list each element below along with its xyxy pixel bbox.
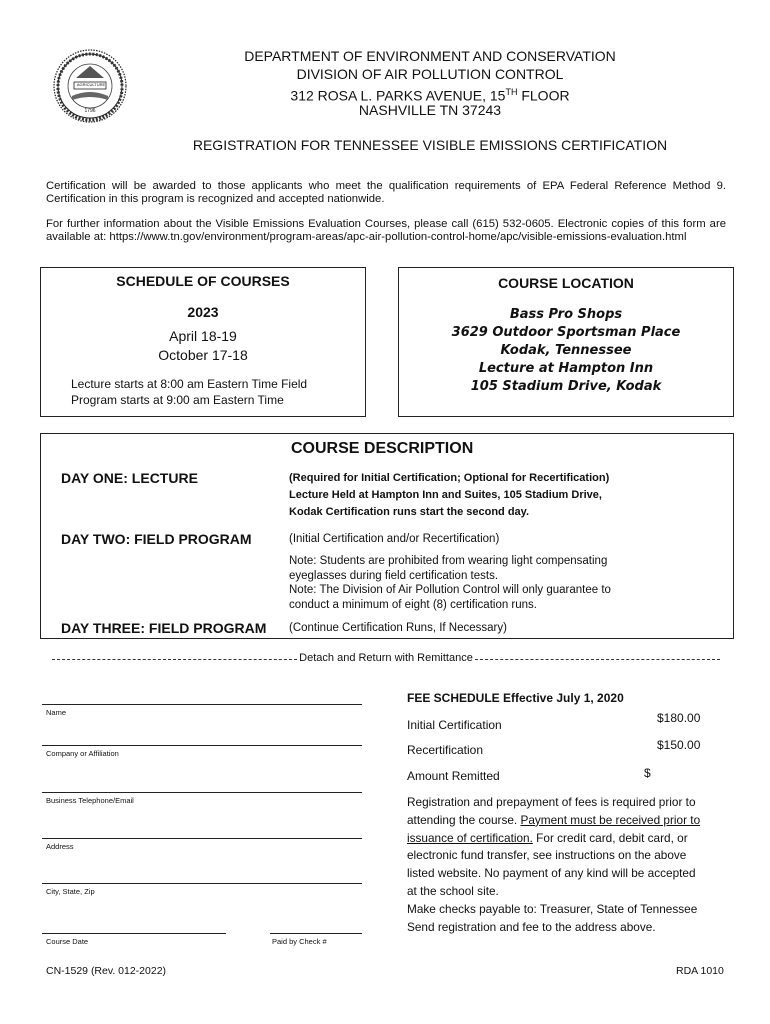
amount-remitted-value[interactable]: $ — [644, 766, 651, 780]
detach-divider — [52, 652, 720, 664]
day-one-line-2: Lecture Held at Hampton Inn and Suites, 105 Stadium Drive, — [289, 489, 602, 501]
schedule-year: 2023 — [187, 304, 219, 320]
state-seal — [52, 48, 128, 124]
day-two-label: DAY TWO: FIELD PROGRAM — [61, 531, 252, 547]
header-dept: DEPARTMENT OF ENVIRONMENT AND CONSERVATION — [244, 48, 616, 64]
notice-line-1: Registration and prepayment of fees is required prior to — [407, 795, 696, 809]
day-two-note-1: Note: Students are prohibited from wearing light compensating — [289, 555, 608, 567]
detach-text: Detach and Return with Remittance — [299, 652, 473, 664]
description-box — [40, 433, 734, 639]
schedule-heading: SCHEDULE OF COURSES — [116, 273, 290, 289]
description-heading: COURSE DESCRIPTION — [291, 440, 474, 457]
header-division: DIVISION OF AIR POLLUTION CONTROL — [296, 66, 564, 82]
address-field[interactable] — [42, 838, 362, 839]
rda-number: RDA 1010 — [676, 965, 724, 977]
notice-line-3a: issuance of certification. — [407, 830, 533, 845]
form-number: CN-1529 (Rev. 012-2022) — [46, 965, 167, 977]
fee-heading: FEE SCHEDULE Effective July 1, 2020 — [407, 691, 624, 705]
check-number-field[interactable] — [270, 933, 362, 934]
notice-line-7: Make checks payable to: Treasurer, State of Tennessee — [407, 901, 698, 916]
fee-initial-label: Initial Certification — [407, 718, 502, 732]
name-label: Name — [46, 708, 67, 717]
notice-line-3b: For credit card, debit card, or — [532, 830, 688, 845]
fee-recert-value: $150.00 — [657, 738, 701, 752]
phone-label: Business Telephone/Email — [46, 796, 134, 805]
notice-line-8: Send registration and fee to the address above. — [407, 919, 656, 934]
day-one-label: DAY ONE: LECTURE — [61, 470, 198, 486]
notice-line-3 — [407, 830, 727, 848]
notice-line-2 — [407, 812, 727, 830]
seal-agriculture-text: AGRICULTURE — [76, 82, 106, 87]
fee-recert-label: Recertification — [407, 743, 484, 757]
course-date-field[interactable] — [42, 933, 226, 934]
seal-year-text: 1796 — [84, 108, 96, 114]
notice-line-4: electronic fund transfer, see instructions on the above — [407, 848, 687, 863]
location-line-5: 105 Stadium Drive, Kodak — [470, 379, 662, 394]
course-date-label: Course Date — [46, 937, 89, 946]
location-line-4: Lecture at Hampton Inn — [478, 361, 654, 376]
company-field[interactable] — [42, 745, 362, 746]
day-two-note-2: eyeglasses during field certification tests. — [289, 570, 499, 582]
detach-dashes-right — [475, 659, 720, 660]
info-paragraph: For further information about the Visible Emissions Evaluation Courses, please call (615) 532-0605. Electronic copies of this form are available at: https://www.tn.gov/environment/program-areas/apc-air-pollution-control-home/apc/visible-emissions-evaluation.html — [46, 218, 726, 243]
schedule-program: Program starts at 9:00 am Eastern Time — [71, 393, 284, 407]
day-two-note-3: Note: The Division of Air Pollution Control will only guarantee to — [289, 584, 611, 596]
day-three-label: DAY THREE: FIELD PROGRAM — [61, 620, 267, 636]
check-number-label: Paid by Check # — [272, 937, 327, 946]
fee-initial-value: $180.00 — [657, 711, 701, 725]
day-two-line-1: (Initial Certification and/or Recertification) — [289, 533, 500, 545]
header-city: NASHVILLE TN 37243 — [358, 102, 502, 118]
location-line-3: Kodak, Tennessee — [500, 343, 632, 358]
notice-line-6: at the school site. — [407, 883, 499, 898]
schedule-date-1: April 18-19 — [169, 328, 237, 344]
schedule-box — [40, 267, 366, 417]
header-address-sup: TH — [505, 87, 518, 97]
location-heading: COURSE LOCATION — [498, 275, 634, 291]
address-label: Address — [46, 842, 74, 851]
page-title: REGISTRATION FOR TENNESSEE VISIBLE EMISSIONS CERTIFICATION — [192, 137, 668, 153]
city-label: City, State, Zip — [46, 887, 95, 896]
detach-dashes-left — [52, 659, 297, 660]
notice-line-2a: attending the course. — [407, 812, 521, 827]
location-line-2: 3629 Outdoor Sportsman Place — [451, 325, 681, 340]
city-field[interactable] — [42, 883, 362, 884]
notice-line-5: listed website. No payment of any kind will be accepted — [407, 866, 696, 881]
company-label: Company or Affiliation — [46, 749, 119, 758]
intro-paragraph: Certification will be awarded to those applicants who meet the qualification requirements of EPA Federal Reference Method 9. Certification in this program is recognized and accepted nationwide. — [46, 180, 726, 205]
location-box — [398, 267, 734, 417]
day-two-note-4: conduct a minimum of eight (8) certification runs. — [289, 599, 537, 611]
location-line-1: Bass Pro Shops — [509, 307, 623, 322]
schedule-lecture: Lecture starts at 8:00 am Eastern Time Field — [71, 377, 308, 391]
name-field[interactable] — [42, 704, 362, 705]
day-one-line-1: (Required for Initial Certification; Optional for Recertification) — [289, 472, 610, 484]
header-address-floor: FLOOR — [517, 87, 570, 104]
header-address-street: 312 ROSA L. PARKS AVENUE, 15 — [290, 87, 506, 104]
schedule-date-2: October 17-18 — [158, 347, 248, 363]
payment-notice — [407, 794, 727, 936]
notice-line-2b: Payment must be received prior to — [520, 812, 701, 827]
phone-field[interactable] — [42, 792, 362, 793]
day-three-line-1: (Continue Certification Runs, If Necessary) — [289, 622, 507, 634]
amount-remitted-label: Amount Remitted — [407, 769, 500, 783]
day-one-line-3: Kodak Certification runs start the second day. — [289, 506, 530, 518]
